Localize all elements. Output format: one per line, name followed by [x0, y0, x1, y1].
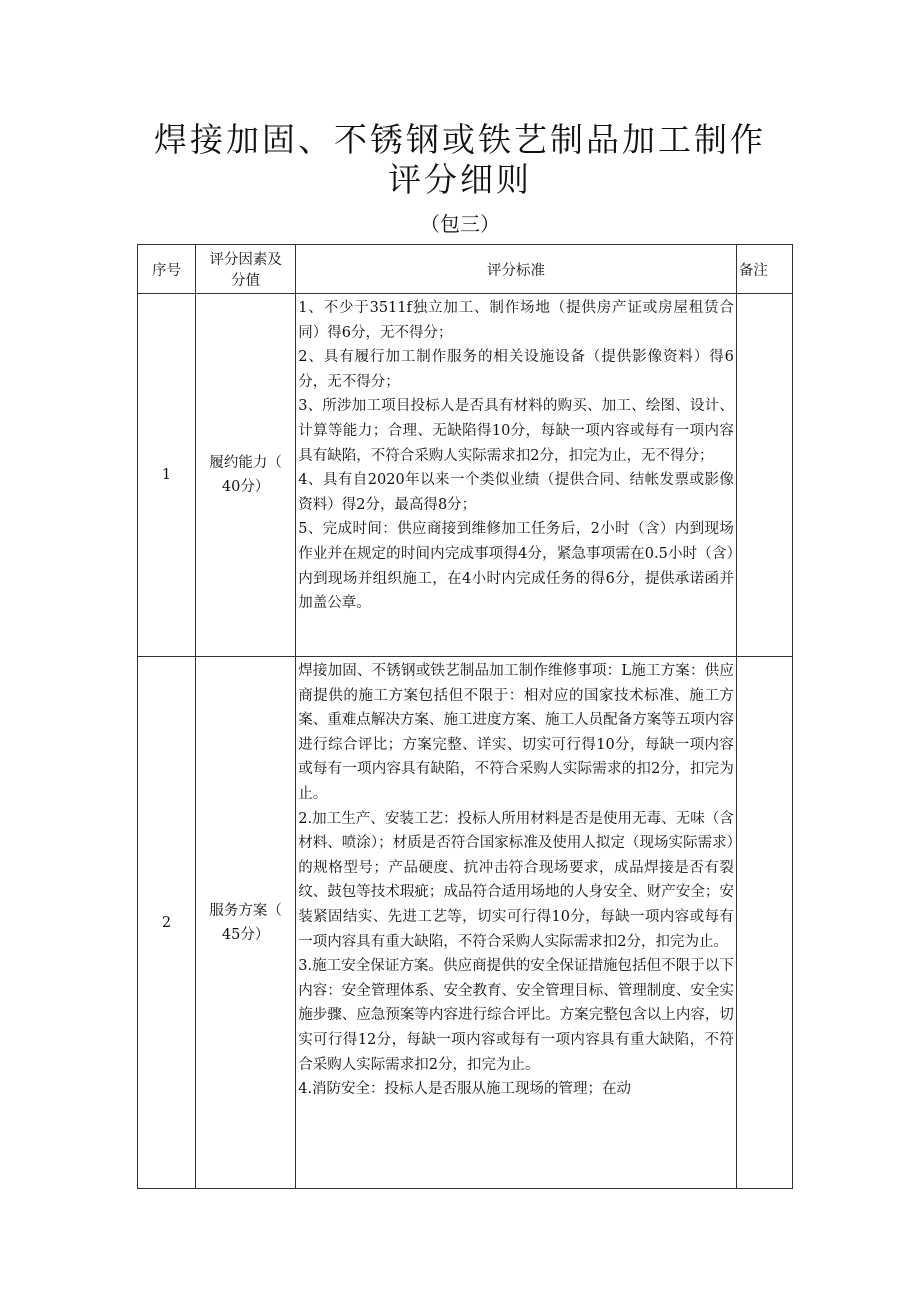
header-factor-line1: 评分因素及 [209, 252, 282, 268]
header-factor [196, 245, 296, 294]
standard-item: 1、不少于3511f独立加工、制作场地（提供房产证或房屋租赁合同）得6分，无不得分； [298, 300, 734, 341]
document-title-line1: 焊接加固、不锈钢或铁艺制品加工制作 [154, 120, 766, 159]
table-row [138, 294, 793, 657]
row-no: 2 [138, 657, 196, 1189]
row-no: 1 [138, 294, 196, 657]
scoring-table [137, 244, 793, 1189]
header-no: 序号 [138, 245, 196, 294]
row-standard [296, 657, 737, 1189]
header-remark: 备注 [736, 245, 792, 294]
row-remark [736, 657, 792, 1189]
document-title-line2: 评分细则 [388, 160, 532, 199]
standard-item: 5、完成时间：供应商接到维修加工任务后，2小时（含）内到现场作业并在规定的时间内完成事项得4分，紧急事项需在0.5小时（含）内到现场并组织施工，在4小时内完成任务的得6分，提供承诺函并加盖公章。 [298, 521, 734, 612]
row-factor [196, 294, 296, 657]
row-standard [296, 294, 737, 657]
table-row [138, 657, 793, 1189]
header-standard: 评分标准 [296, 245, 737, 294]
standard-item: 3、所涉加工项目投标人是否具有材料的购买、加工、绘图、设计、计算等能力；合理、无缺陷得10分，每缺一项内容或每有一项内容具有缺陷，不符合采购人实际需求扣2分，扣完为止，无不得分； [298, 398, 734, 464]
row-factor-line1: 服务方案（ [209, 902, 282, 919]
row-factor [196, 657, 296, 1189]
standard-item: 2.加工生产、安装工艺：投标人所用材料是否是使用无毒、无味（含材料、喷涂）；材质是否符合国家标准及使用人拟定（现场实际需求）的规格型号；产品硬度、抗冲击符合现场要求，成品焊接是否有裂纹、鼓包等技术瑕疵；成品符合适用场地的人身安全、财产安全；安装紧固结实、先进工艺等，切实可行得10分，每缺一项内容或每有一项内容具有重大缺陷，不符合采购人实际需求扣2分，扣完为止。 [298, 810, 734, 950]
row-factor-line2: 40分） [221, 479, 270, 495]
standard-item: 4、具有自2020年以来一个类似业绩（提供合同、结帐发票或影像资料）得2分，最高得8分； [298, 472, 734, 513]
document-subtitle: （包三） [420, 212, 500, 236]
row-factor-line2: 45分） [221, 926, 270, 943]
row-remark [736, 294, 792, 657]
standard-item: 3.施工安全保证方案。供应商提供的安全保证措施包括但不限于以下内容：安全管理体系、安全教育、安全管理目标、管理制度、安全实施步骤、应急预案等内容进行综合评比。方案完整包含以上内容，切实可行得12分，每缺一项内容或每有一项内容具有重大缺陷，不符合采购人实际需求扣2分，扣完为止。 [298, 958, 734, 1073]
header-factor-line2: 分值 [231, 273, 261, 289]
table-header-row [138, 245, 793, 294]
standard-item: 2、具有履行加工制作服务的相关设施设备（提供影像资料）得6分，无不得分； [298, 349, 734, 390]
row-factor-line1: 履约能力（ [209, 455, 282, 471]
standard-item: 4.消防安全：投标人是否服从施工现场的管理；在动 [298, 1081, 632, 1098]
standard-item: 焊接加固、不锈钢或铁艺制品加工制作维修事项：L施工方案：供应商提供的施工方案包括但不限于：相对应的国家技术标准、施工方案、重难点解决方案、施工进度方案、施工人员配备方案等五项内容进行综合评比；方案完整、详实、切实可行得10分，每缺一项内容或每有一项内容具有缺陷，不符合采购人实际需求的扣2分，扣完为止。 [298, 663, 734, 802]
